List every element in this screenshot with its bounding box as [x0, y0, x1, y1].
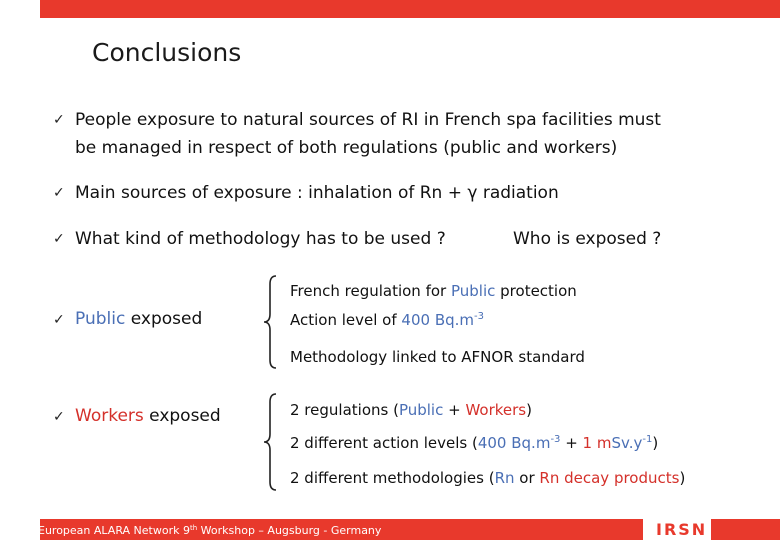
check-icon: ✓ [53, 409, 65, 425]
bullet-2-text: Main sources of exposure : inhalation of Rn + γ radiation [75, 183, 559, 203]
irsn-logo: IRSN [656, 520, 708, 539]
public-methodology-line: Methodology linked to AFNOR standard [290, 348, 585, 366]
top-accent-bar [40, 0, 780, 18]
bullet-3-question-1: What kind of methodology has to be used ? [75, 229, 446, 249]
workers-exposed-label: Workers exposed [75, 406, 221, 426]
slide-title: Conclusions [92, 38, 242, 67]
public-action-level-line: Action level of 400 $Bq.m^{-3}$ [290, 311, 484, 329]
check-icon: ✓ [53, 112, 65, 128]
check-icon: ✓ [53, 231, 65, 247]
check-icon: ✓ [53, 185, 65, 201]
public-brace-icon [262, 274, 284, 370]
bullet-1-line-1: People exposure to natural sources of RI in French spa facilities must [75, 110, 661, 130]
workers-methodologies-line: 2 different methodologies (Rn or Rn decay products) [290, 469, 686, 487]
public-regulation-line: French regulation for Public protection [290, 282, 577, 300]
workers-regulation-line: 2 regulations (Public + Workers) [290, 401, 532, 419]
workers-brace-icon [262, 392, 284, 492]
bullet-1-line-2: be managed in respect of both regulations (public and workers) [75, 138, 618, 158]
public-exposed-label: Public exposed [75, 309, 203, 329]
footer-text: European ALARA Network 9th Workshop – Augsburg - Germany [38, 524, 382, 537]
workers-action-levels-line: 2 different action levels (400 $Bq.m^{-3} + 1$ $mSv.y^{-1}$) [290, 434, 659, 452]
bullet-3-question-2: Who is exposed ? [513, 229, 662, 249]
check-icon: ✓ [53, 312, 65, 328]
